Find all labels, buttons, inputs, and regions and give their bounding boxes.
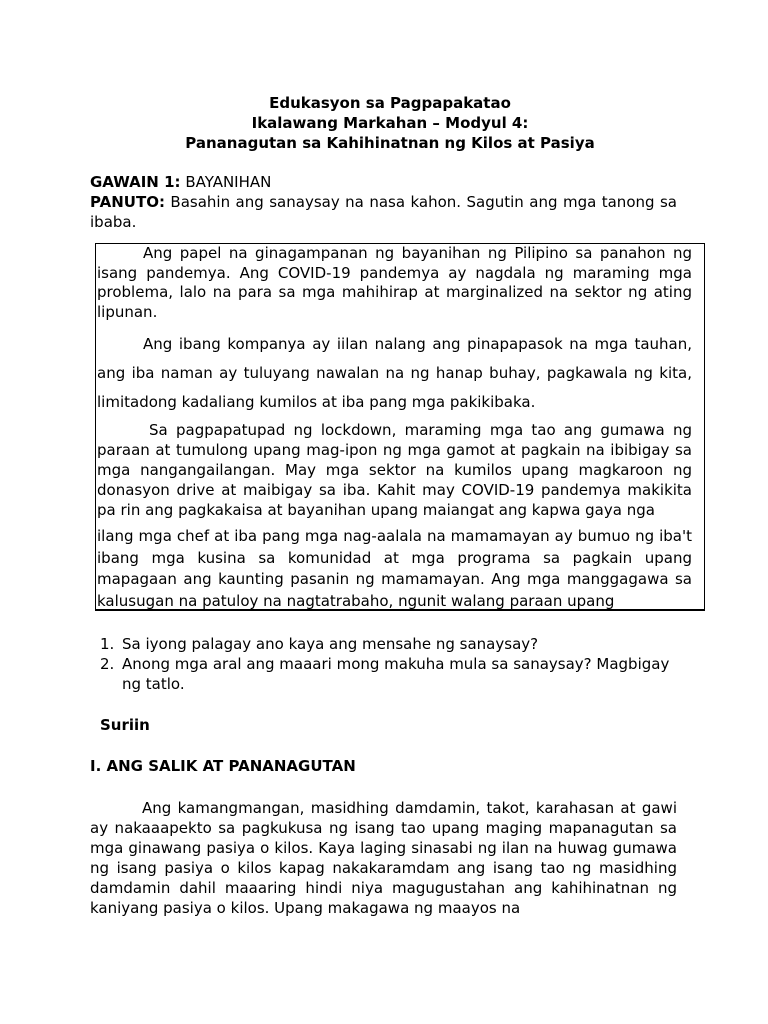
essay-paragraph [97, 420, 692, 520]
essay-box [95, 243, 705, 611]
instructions-label: PANUTO: [90, 193, 165, 211]
activity-heading [90, 172, 271, 192]
body-paragraph [90, 798, 677, 918]
question-number: 1. [100, 635, 115, 653]
essay-paragraph-text: Ang ibang kompanya ay iilan nalang ang pinapapasok na mga tauhan, ang iba naman ay tuluyang nawalan na ng hanap buhay, pagkawala ng kita, limitadong kadaliang kumilos at iba pang mga pakikibaka. [97, 335, 692, 411]
question-list [90, 634, 678, 694]
module-title: Pananagutan sa Kahihinatnan ng Kilos at Pasiya [185, 134, 595, 152]
question-item [90, 654, 678, 694]
section-title: I. ANG SALIK AT PANANAGUTAN [90, 757, 356, 775]
instructions-text: Basahin ang sanaysay na nasa kahon. Sagutin ang mga tanong sa ibaba. [90, 193, 677, 231]
instructions [90, 192, 677, 232]
question-item [90, 634, 678, 654]
activity-name: BAYANIHAN [185, 173, 272, 191]
quarter-module: Ikalawang Markahan – Modyul 4: [251, 114, 529, 132]
question-number: 2. [100, 655, 115, 673]
essay-paragraph-text: ilang mga chef at iba pang mga nag-aalala na mamamayan ay bumuo ng iba't ibang mga kusina sa komunidad at mga programa sa pagkain upang mapagaan ang kaunting pasanin ng mamamayan. Ang mga manggagawa sa kalusugan na patuloy na nagtatrabaho, ngunit walang paraan upang [97, 527, 692, 610]
essay-paragraph [97, 330, 692, 417]
body-paragraph-text: Ang kamangmangan, masidhing damdamin, takot, karahasan at gawi ay nakaaapekto sa pagkukusa ng isang tao upang maging mapanagutan sa mga ginawang pasiya o kilos. Kaya laging sinasabi ng ilan na huwag gumawa ng isang pasiya o kilos kapag nakakaramdam ang isang tao ng masidhing damdamin dahil maaaring hindi niya magugustahan ang kahihinatnan ng kaniyang pasiya o kilos. Upang makagawa ng maayos na [90, 799, 677, 917]
question-text: Sa iyong palagay ano kaya ang mensahe ng sanaysay? [122, 635, 539, 653]
question-text: Anong mga aral ang maaari mong makuha mula sa sanaysay? Magbigay ng tatlo. [122, 655, 670, 693]
subject-title: Edukasyon sa Pagpapakatao [269, 94, 511, 112]
essay-paragraph-text: Sa pagpapatupad ng lockdown, maraming mga tao ang gumawa ng paraan at tumulong upang mag-ipon ng mga gamot at pagkain na ibibigay sa mga nangangailangan. May mga sektor na kumilos upang magkaroon ng donasyon drive at maibigay sa iba. Kahit may COVID-19 pandemya makikita pa rin ang pagkakaisa at bayanihan upang maiangat ang kapwa gaya nga [97, 421, 692, 519]
document-title [90, 93, 690, 153]
essay-paragraph-text: Ang papel na ginagampanan ng bayanihan ng Pilipino sa panahon ng isang pandemya. Ang COVID-19 pandemya ay nagdala ng maraming mga problema, lalo na para sa mga mahihirap at marginalized na sektor ng ating lipunan. [97, 244, 692, 321]
activity-label: GAWAIN 1: [90, 173, 181, 191]
essay-paragraph [97, 244, 692, 322]
suriin-heading: Suriin [100, 716, 150, 734]
essay-paragraph [97, 526, 692, 611]
